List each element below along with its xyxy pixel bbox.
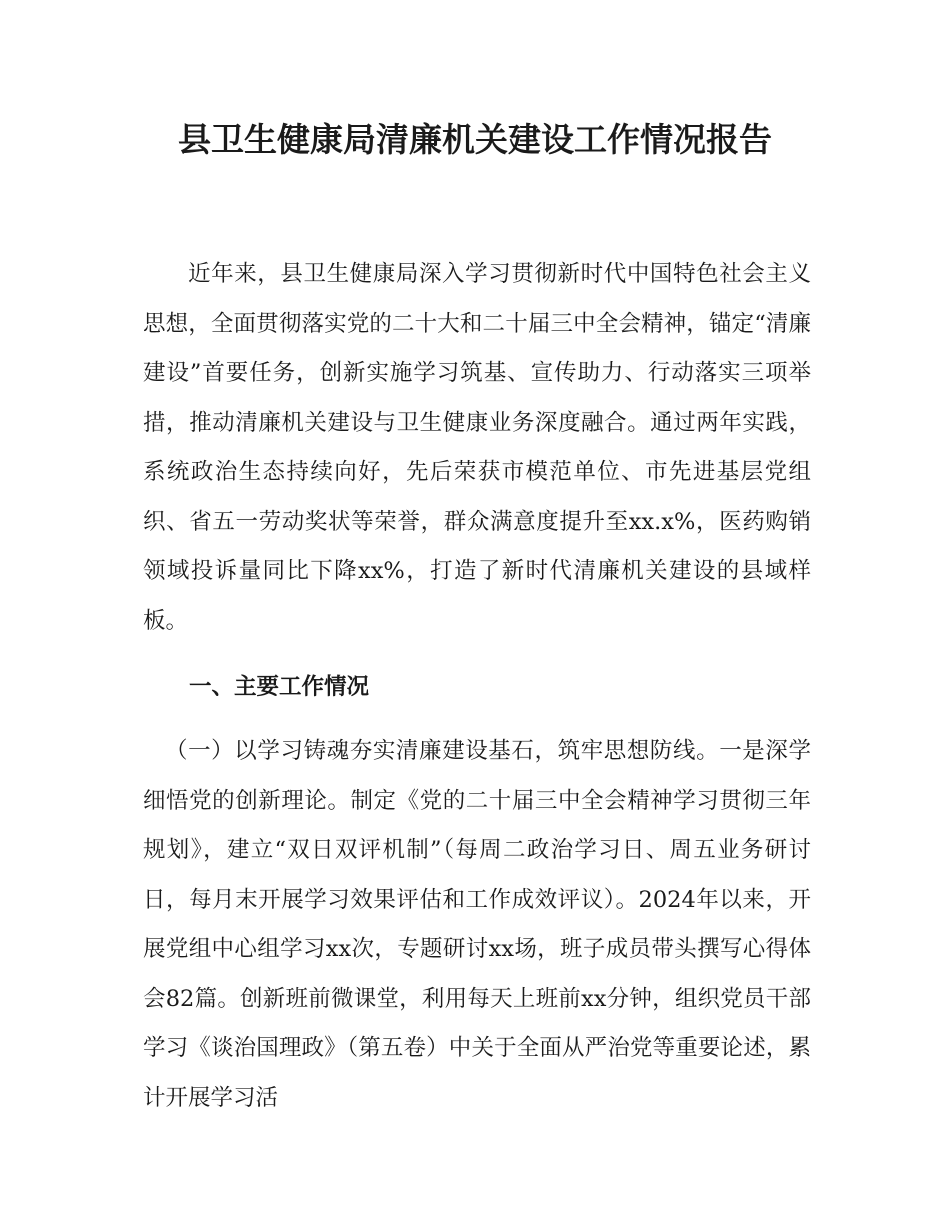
intro-paragraph: 近年来，县卫生健康局深入学习贯彻新时代中国特色社会主义思想，全面贯彻落实党的二十大和二十届三中全会精神，锚定“清廉建设”首要任务，创新实施学习筑基、宣传助力、行动落实三项举措，推动清廉机关建设与卫生健康业务深度融合。通过两年实践，系统政治生态持续向好，先后荣获市模范单位、市先进基层党组织、省五一劳动奖状等荣誉，群众满意度提升至xx.x%，医药购销领域投诉量同比下降xx%，打造了新时代清廉机关建设的县域样板。 bbox=[143, 261, 811, 634]
section-heading-main-work: 一、主要工作情况 bbox=[189, 674, 370, 700]
section1-item1-paragraph: （一）以学习铸魂夯实清廉建设基石，筑牢思想防线。一是深学细悟党的创新理论。制定《党的二十届三中全会精神学习贯彻三年规划》，建立“双日双评机制”（每周二政治学习日、周五业务研讨日，每月末开展学习效果评估和工作成效评议）。2024年以来，开展党组中心组学习xx次，专题研讨xx场，班子成员带头撰写心得体会82篇。创新班前微课堂，利用每天上班前xx分钟，组织党员干部学习《谈治国理政》（第五卷）中关于全面从严治党等重要论述，累计开展学习活 bbox=[143, 738, 811, 1111]
document-title: 县卫生健康局清廉机关建设工作情况报告 bbox=[178, 120, 772, 159]
